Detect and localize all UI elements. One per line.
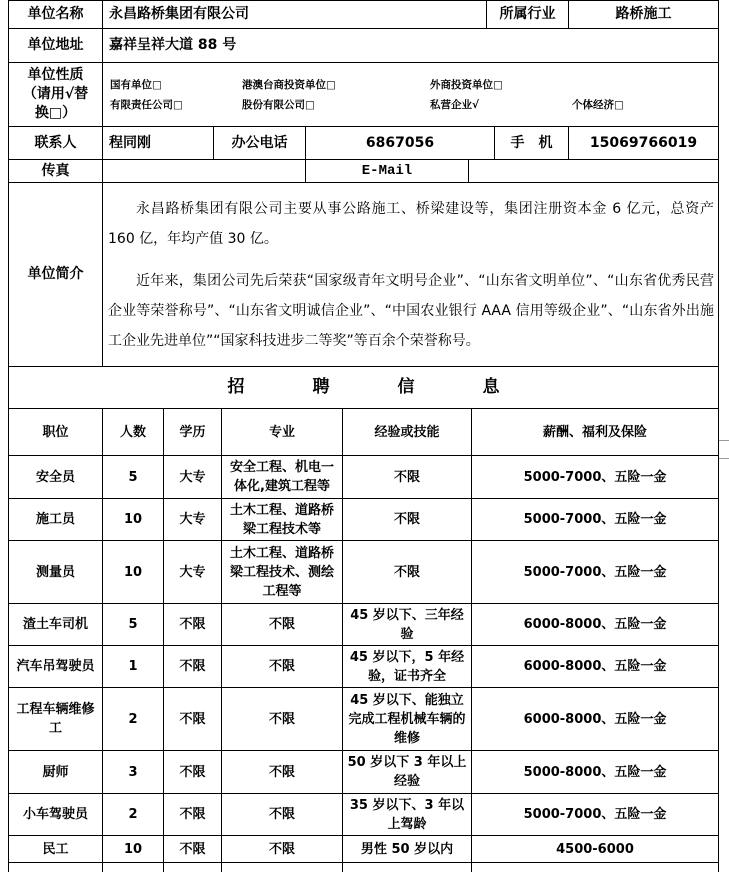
table-cell-education: 不限 <box>179 764 206 780</box>
nature-label-line2: （请用√替 <box>22 86 89 102</box>
table-cell-education: 不限 <box>179 807 206 822</box>
table-cell-salary: 6000-8000、五险一金 <box>523 659 667 674</box>
table-cell-salary: 5000-7000、五险一金 <box>523 469 667 485</box>
table-cell-major: 不限 <box>268 764 295 780</box>
table-cell-major: 不限 <box>268 711 295 727</box>
mobile-value: 15069766019 <box>589 134 698 151</box>
table-cell-position: 安全员 <box>35 469 75 485</box>
col-header-major: 专业 <box>268 424 295 440</box>
table-cell-count: 10 <box>123 512 143 527</box>
table-cell-salary: 4500-6000 <box>556 841 634 857</box>
table-cell-education: 不限 <box>179 617 206 632</box>
email-value[interactable] <box>469 160 718 182</box>
scroll-mark <box>719 458 729 459</box>
contact-label: 联系人 <box>34 134 77 151</box>
address-label: 单位地址 <box>27 37 84 53</box>
table-cell-education: 大专 <box>179 469 206 485</box>
table-cell-experience: 不限 <box>393 469 420 485</box>
recruit-title-char-2: 聘 <box>312 377 330 397</box>
table-cell-education: 不限 <box>179 841 206 857</box>
table-cell-count: 2 <box>128 807 138 822</box>
table-cell-count: 2 <box>128 711 138 727</box>
intro-paragraph-1: 永昌路桥集团有限公司主要从事公路施工、桥梁建设等，集团注册资本金 6 亿元，总资产 160 亿，年均产值 30 亿。 <box>108 201 714 247</box>
rule <box>8 862 719 863</box>
col-header-experience: 经验或技能 <box>374 424 440 440</box>
rule <box>342 408 343 872</box>
option-foreign[interactable]: 外商投资单位□ <box>430 79 503 91</box>
table-cell-education: 大专 <box>179 564 206 580</box>
option-joint-stock[interactable]: 股份有限公司□ <box>242 99 315 111</box>
office-phone-value: 6867056 <box>365 134 435 151</box>
table-cell-count: 1 <box>128 659 138 674</box>
table-cell-position: 汽车吊驾驶员 <box>16 659 95 674</box>
table-cell-major: 不限 <box>268 617 295 632</box>
intro-label: 单位简介 <box>27 266 84 282</box>
company-name: 永昌路桥集团有限公司 <box>109 6 249 22</box>
table-cell-salary: 5000-7000、五险一金 <box>523 564 667 580</box>
recruit-title <box>9 367 718 408</box>
table-cell-count: 10 <box>123 841 143 857</box>
option-individual[interactable]: 个体经济□ <box>572 99 624 111</box>
col-header-salary: 薪酬、福利及保险 <box>542 424 647 440</box>
table-cell-education: 大专 <box>179 512 206 527</box>
mobile-label: 手 机 <box>510 134 553 151</box>
nature-label <box>9 63 102 126</box>
table-cell-position: 厨师 <box>42 764 69 780</box>
table-cell-major: 不限 <box>268 807 295 822</box>
company-label: 单位名称 <box>27 6 84 22</box>
address-value: 嘉祥呈祥大道 88 号 <box>109 37 237 53</box>
option-hk-macao-tw[interactable]: 港澳台商投资单位□ <box>242 79 336 91</box>
table-cell-experience: 45 岁以下、三年经验 <box>350 607 464 642</box>
table-cell-count: 5 <box>128 469 138 485</box>
scroll-mark <box>719 440 729 441</box>
table-cell-experience: 35 岁以下、3 年以上驾龄 <box>349 797 465 832</box>
table-cell-salary: 6000-8000、五险一金 <box>523 711 667 727</box>
fax-value[interactable] <box>103 160 305 182</box>
table-cell-count: 3 <box>128 764 138 780</box>
table-cell-experience: 50 岁以下 3 年以上经验 <box>347 755 467 789</box>
table-cell-experience: 45 岁以下，5 年经验，证书齐全 <box>349 649 465 684</box>
intro-text <box>108 194 714 356</box>
rule <box>221 408 222 872</box>
intro-paragraph-2: 近年来，集团公司先后荣获“国家级青年文明号企业”、“山东省文明单位”、“山东省优秀民营企业等荣誉称号”、“山东省文明诚信企业”、“中国农业银行 AAA 信用等级企业”、“山东省外出施工企业先进单位”“国家科技进步二等奖”等百余个荣誉称号。 <box>108 273 714 349</box>
table-cell-salary: 6000-8000、五险一金 <box>523 617 667 632</box>
recruit-title-char-3: 信 <box>397 377 415 397</box>
table-cell-position: 工程车辆维修工 <box>16 702 95 736</box>
recruit-title-char-1: 招 <box>227 377 245 397</box>
industry-value: 路桥施工 <box>615 6 672 22</box>
table-cell-salary: 5000-7000、五险一金 <box>523 807 667 822</box>
col-header-position: 职位 <box>42 424 69 440</box>
nature-label-line1: 单位性质 <box>27 67 84 83</box>
rule <box>8 62 719 63</box>
rule <box>718 0 719 872</box>
office-phone-label: 办公电话 <box>231 134 288 151</box>
rule <box>8 182 719 183</box>
table-cell-major: 土木工程、道路桥梁工程技术、测绘工程等 <box>229 545 334 599</box>
option-state-owned[interactable]: 国有单位□ <box>110 79 162 91</box>
option-llc[interactable]: 有限责任公司□ <box>110 99 183 111</box>
col-header-count: 人数 <box>119 424 146 440</box>
table-cell-education: 不限 <box>179 659 206 674</box>
table-cell-major: 土木工程、道路桥梁工程技术等 <box>229 502 334 537</box>
option-private[interactable]: 私营企业√ <box>430 99 480 111</box>
table-cell-experience: 不限 <box>393 564 420 580</box>
table-cell-salary: 5000-8000、五险一金 <box>523 764 667 780</box>
table-cell-experience: 45 岁以下、能独立完成工程机械车辆的维修 <box>348 692 466 746</box>
table-cell-major: 不限 <box>268 659 295 674</box>
recruit-title-char-4: 息 <box>482 377 500 397</box>
table-cell-count: 5 <box>128 617 138 632</box>
table-cell-salary: 5000-7000、五险一金 <box>523 512 667 527</box>
table-cell-major: 不限 <box>268 841 295 857</box>
table-cell-position: 测量员 <box>35 564 75 580</box>
table-cell-position: 小车驾驶员 <box>22 807 88 822</box>
table-cell-position: 渣土车司机 <box>22 617 88 632</box>
table-cell-experience: 不限 <box>393 512 420 527</box>
email-label: E-Mail <box>361 162 413 179</box>
fax-label: 传真 <box>41 162 70 179</box>
table-cell-education: 不限 <box>179 711 206 727</box>
table-cell-major: 安全工程、机电一体化,建筑工程等 <box>229 460 334 494</box>
nature-label-line3: 换□） <box>34 105 77 121</box>
col-header-education: 学历 <box>179 424 206 440</box>
contact-value: 程同刚 <box>109 134 151 151</box>
table-cell-count: 10 <box>123 564 143 580</box>
industry-label: 所属行业 <box>499 6 556 22</box>
table-cell-position: 民工 <box>42 841 69 857</box>
table-cell-position: 施工员 <box>35 512 75 527</box>
table-cell-experience: 男性 50 岁以内 <box>360 841 454 857</box>
